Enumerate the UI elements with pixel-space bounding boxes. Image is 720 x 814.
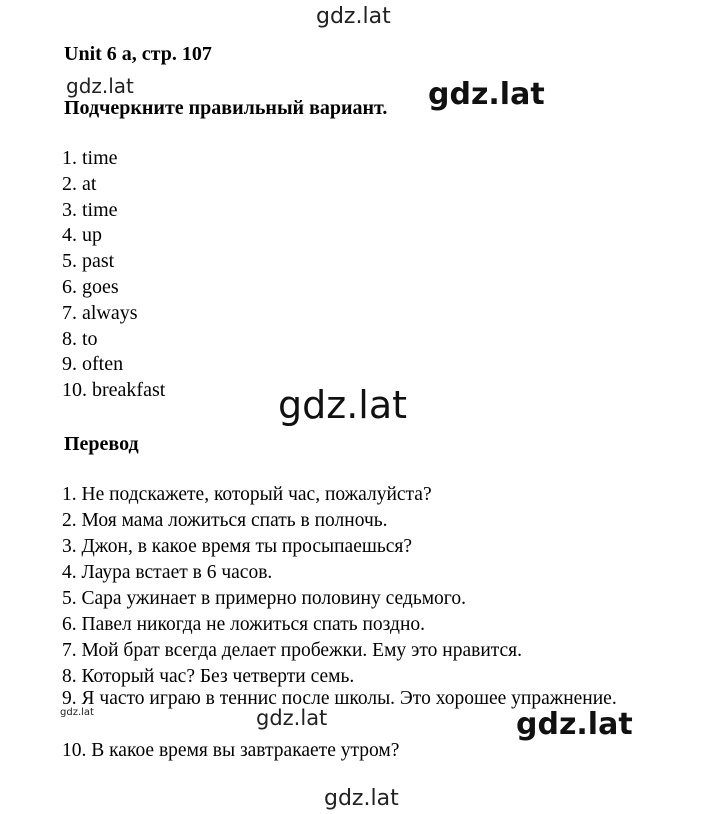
answers-list [62,146,165,404]
watermark: gdz.lat [256,706,328,730]
list-item: 9. often [62,353,124,376]
list-item: 2. Моя мама ложиться спать в полночь. [62,510,388,531]
list-item: 6. Павел никогда не ложиться спать поздно. [62,614,426,635]
watermark: gdz.lat [428,77,545,112]
watermark: gdz.lat [316,4,391,29]
list-item: 6. goes [62,275,119,298]
list-item: 8. Который час? Без четверти семь. [62,666,355,687]
exercise2-heading: Перевод [64,433,139,455]
list-item: 3. time [62,198,118,221]
list-item: 5. Сара ужинает в примерно половину седьмого. [62,588,466,609]
list-item: 1. Не подскажете, который час, пожалуйста? [62,484,432,505]
list-item: 8. to [62,327,98,350]
page-title: Unit 6 a, стр. 107 [64,43,212,65]
list-item: 3. Джон, в какое время ты просыпаешься? [62,536,413,557]
list-item: 2. at [62,172,97,195]
list-item: 10. breakfast [62,379,166,402]
watermark: gdz.lat [60,707,94,718]
translation-line-9-text: 9. Я часто играю в теннис после школы. Это хорошее упражнение. [62,688,617,709]
exercise1-heading: Подчеркните правильный вариант. [64,97,388,119]
watermark: gdz.lat [324,786,399,811]
translation-line-10: 10. В какое время вы завтракаете утром? [62,740,400,761]
watermark: gdz.lat [516,707,633,742]
list-item: 4. up [62,224,102,247]
watermark: gdz.lat [278,383,408,427]
list-item: 4. Лаура встает в 6 часов. [62,562,273,583]
list-item: 1. time [62,147,118,169]
list-item: 7. always [62,301,138,324]
watermark: gdz.lat [66,74,134,98]
translations-list [62,482,522,690]
list-item: 7. Мой брат всегда делает пробежки. Ему это нравится. [62,640,523,661]
list-item: 5. past [62,250,115,273]
